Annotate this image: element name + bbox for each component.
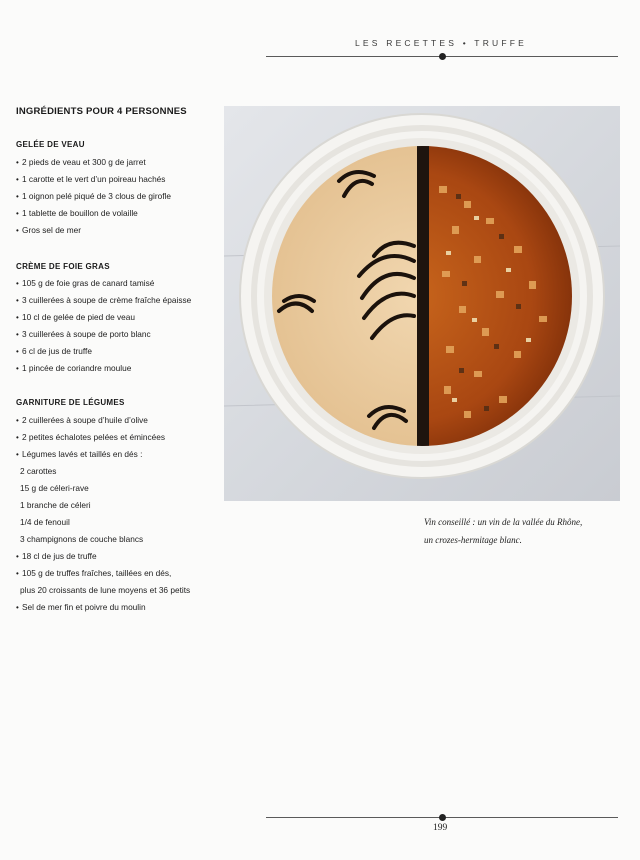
wine-caption-line-2: un crozes-hermitage blanc. [424, 535, 522, 545]
section-title-creme: CRÈME DE FOIE GRAS [16, 262, 110, 271]
wine-caption-line-1: Vin conseillé : un vin de la vallée du Rhône, [424, 517, 583, 527]
page-number: 199 [433, 823, 448, 833]
list-subitem: 2 carottes [20, 466, 57, 476]
list-subitem: 15 g de céleri-rave [20, 483, 89, 493]
footer-rule-dot [439, 814, 446, 821]
list-subitem: plus 20 croissants de lune moyens et 36 petits [20, 585, 191, 595]
section-title-garniture: GARNITURE DE LÉGUMES [16, 398, 125, 407]
list-subitem: 1/4 de fenouil [20, 517, 70, 527]
section-title-gelee: GELÉE DE VEAU [16, 140, 85, 149]
list-item: • 1 oignon pelé piqué de 3 clous de girofle [16, 191, 171, 201]
list-subitem: 1 branche de céleri [20, 500, 91, 510]
running-header: LES RECETTES • TRUFFE [355, 38, 528, 48]
dish-photo [224, 106, 620, 501]
list-item: • 1 tablette de bouillon de volaille [16, 208, 138, 218]
list-item: • Légumes lavés et taillés en dés : [16, 449, 142, 459]
list-item: • 105 g de truffes fraîches, taillées en dés, [16, 568, 171, 578]
list-item: • 3 cuillerées à soupe de porto blanc [16, 329, 151, 339]
list-item: • 18 cl de jus de truffe [16, 551, 97, 561]
list-item: • 1 pincée de coriandre moulue [16, 363, 131, 373]
list-item: • 2 petites échalotes pelées et émincées [16, 432, 165, 442]
list-item: • 2 cuillerées à soupe d’huile d’olive [16, 415, 148, 425]
list-item: • 10 cl de gelée de pied de veau [16, 312, 135, 322]
header-rule-dot [439, 53, 446, 60]
list-item: • 6 cl de jus de truffe [16, 346, 92, 356]
list-item: • 2 pieds de veau et 300 g de jarret [16, 157, 146, 167]
list-subitem: 3 champignons de couche blancs [20, 534, 144, 544]
list-item: • Sel de mer fin et poivre du moulin [16, 602, 146, 612]
list-item: • 1 carotte et le vert d’un poireau hachés [16, 174, 165, 184]
list-item: • Gros sel de mer [16, 225, 81, 235]
ingredients-title: INGRÉDIENTS POUR 4 PERSONNES [16, 106, 187, 117]
list-item: • 3 cuillerées à soupe de crème fraîche épaisse [16, 295, 191, 305]
list-item: • 105 g de foie gras de canard tamisé [16, 278, 154, 288]
